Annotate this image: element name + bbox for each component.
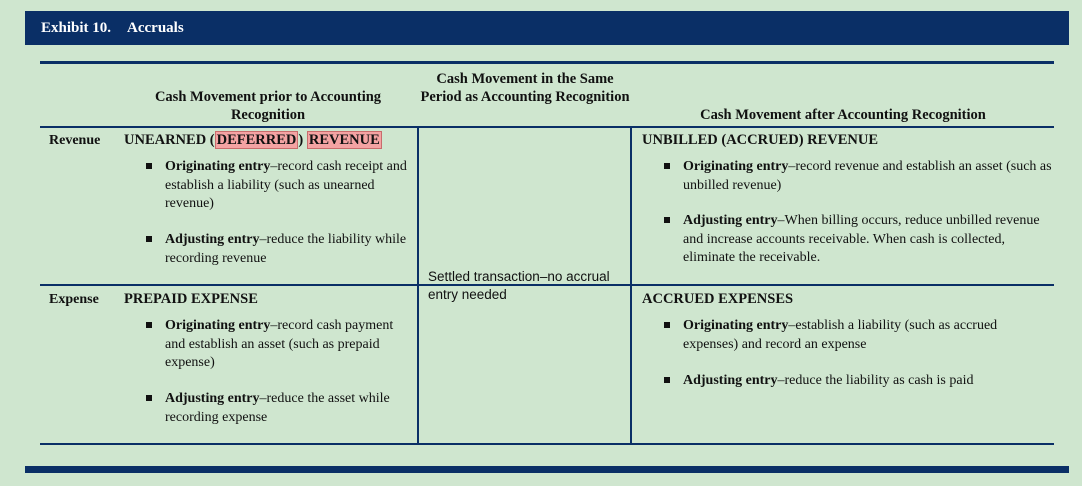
row-label-expense: Expense: [49, 292, 99, 307]
row-label-revenue: Revenue: [49, 133, 101, 148]
accrued-expenses-title: ACCRUED EXPENSES: [642, 291, 794, 307]
exhibit-title: Accruals: [127, 19, 184, 36]
bullet-icon: [664, 322, 670, 328]
list-item: Adjusting entry–reduce the liability while recording revenue: [146, 231, 411, 268]
highlight-deferred: DEFERRED: [216, 132, 297, 148]
bullet-icon: [664, 163, 670, 169]
list-item: Originating entry–record cash receipt and establish a liability (such as unearned revenue): [146, 158, 411, 214]
list-item: Adjusting entry–When billing occurs, reduce unbilled revenue and increase accounts receivable. When cash is collected, eliminate the receivable.: [664, 212, 1054, 268]
settled-transaction-note: Settled transaction–no accrual entry needed: [428, 269, 610, 302]
bullet-icon: [664, 217, 670, 223]
bullet-icon: [146, 163, 152, 169]
bullet-icon: [146, 395, 152, 401]
prepaid-expense-title: PREPAID EXPENSE: [124, 291, 258, 307]
list-item: Originating entry–record revenue and establish an asset (such as unbilled revenue): [664, 158, 1054, 195]
highlight-revenue: REVENUE: [308, 132, 380, 148]
table-bottom-rule: [40, 443, 1054, 445]
list-item: Originating entry–establish a liability (such as accrued expenses) and record an expense: [664, 317, 1054, 354]
list-item: Adjusting entry–reduce the liability as cash is paid: [664, 372, 1054, 391]
header-rule: [40, 126, 1054, 128]
list-item: Originating entry–record cash payment and establish an asset (such as prepaid expense): [146, 317, 411, 373]
header-cash-same: Cash Movement in the Same Period as Accounting Recognition: [420, 71, 630, 105]
bullet-icon: [664, 377, 670, 383]
bullet-icon: [146, 322, 152, 328]
exhibit-title-bar: [25, 11, 1069, 45]
header-cash-prior: Cash Movement prior to Accounting Recognition: [154, 89, 382, 123]
header-cash-after: Cash Movement after Accounting Recognition: [700, 107, 986, 123]
exhibit-footer-bar: [25, 466, 1069, 473]
table-top-rule: [40, 61, 1054, 64]
bullet-icon: [146, 236, 152, 242]
exhibit-number: Exhibit 10.: [41, 19, 112, 36]
unbilled-revenue-title: UNBILLED (ACCRUED) REVENUE: [642, 132, 879, 148]
list-item: Adjusting entry–reduce the asset while recording expense: [146, 390, 411, 427]
unearned-revenue-title: UNEARNED ( DEFERRED ) REVENUE: [124, 132, 380, 148]
